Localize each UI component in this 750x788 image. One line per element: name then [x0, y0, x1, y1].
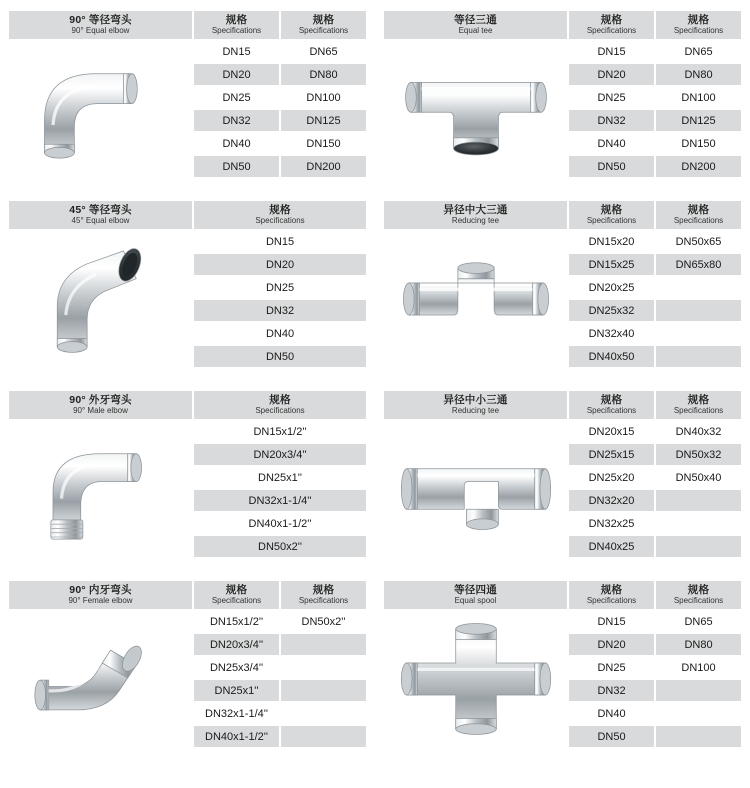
product-cell: [375, 6, 750, 196]
spec-cell: DN25x32: [568, 299, 655, 322]
spec-column-header: [655, 390, 742, 420]
spec-column-header: [568, 390, 655, 420]
product-name-en: 90° Male elbow: [73, 405, 128, 415]
spec-cell: DN50x2'': [280, 610, 367, 633]
product-name-en: 45° Equal elbow: [71, 215, 130, 225]
spec-cell: DN20x3/4'': [193, 633, 280, 656]
product-equal-spool: [383, 580, 742, 748]
spec-header-cn: 规格: [269, 203, 291, 216]
spec-cell: DN15: [568, 40, 655, 63]
spec-cell: DN15: [193, 230, 367, 253]
spec-cell: DN15: [568, 610, 655, 633]
elbow-45-equal-image: [8, 230, 193, 368]
spec-column: [655, 580, 742, 748]
spec-column: [655, 390, 742, 558]
spec-cell: DN32x40: [568, 322, 655, 345]
spec-table: [193, 10, 367, 178]
spec-column: [655, 200, 742, 368]
spec-cell: [280, 656, 367, 679]
spec-cell: DN20: [193, 253, 367, 276]
spec-table: [568, 200, 742, 368]
spec-column-header: [655, 10, 742, 40]
spec-header-cn: 规格: [600, 393, 623, 406]
spec-column-header: [568, 10, 655, 40]
product-name-en: Reducing tee: [451, 215, 500, 225]
spec-table: [568, 580, 742, 748]
product-name-en: 90° Equal elbow: [71, 25, 130, 35]
spec-cell: DN50: [193, 155, 280, 178]
spec-cell: DN32: [568, 109, 655, 132]
product-name-header: [383, 200, 568, 230]
spec-header-cn: 规格: [600, 13, 623, 26]
product-name-header: [383, 390, 568, 420]
spec-cell: DN40x32: [655, 420, 742, 443]
product-name-en: Reducing tee: [451, 405, 500, 415]
product-name-cn: 异径中小三通: [443, 393, 508, 406]
product-female-elbow-90: [8, 580, 367, 748]
spec-cell: DN50x40: [655, 466, 742, 489]
spec-header-en: Specifications: [298, 595, 349, 605]
spec-cell: DN15x25: [568, 253, 655, 276]
product-name-cn: 90° 等径弯头: [69, 13, 132, 26]
spec-column-header: [193, 580, 280, 610]
spec-column: [280, 10, 367, 178]
spec-header-en: Specifications: [673, 25, 724, 35]
spec-cell: DN25x1'': [193, 679, 280, 702]
spec-cell: [280, 702, 367, 725]
product-name-header: [8, 390, 193, 420]
spec-column: [568, 580, 655, 748]
spec-cell: DN40x50: [568, 345, 655, 368]
reducing-tee-large-image: [383, 230, 568, 368]
spec-cell: DN15: [193, 40, 280, 63]
product-left-block: [383, 10, 568, 178]
product-left-block: [8, 580, 193, 748]
spec-column-header: [280, 10, 367, 40]
spec-header-en: Specifications: [673, 215, 724, 225]
product-left-block: [8, 10, 193, 178]
spec-column: [655, 10, 742, 178]
spec-column: [568, 390, 655, 558]
spec-cell: DN40: [568, 132, 655, 155]
product-name-en: Equal spool: [454, 595, 497, 605]
spec-header-cn: 规格: [687, 203, 710, 216]
spec-cell: DN15x20: [568, 230, 655, 253]
spec-cell: DN32x1-1/4'': [193, 489, 367, 512]
spec-cell: DN25: [568, 86, 655, 109]
spec-cell: DN32x1-1/4'': [193, 702, 280, 725]
product-equal-elbow-90: [8, 10, 367, 178]
spec-column: [568, 10, 655, 178]
spec-cell: DN40x1-1/2'': [193, 725, 280, 748]
spec-cell: DN65: [280, 40, 367, 63]
product-name-header: [383, 10, 568, 40]
spec-table: [568, 390, 742, 558]
spec-header-en: Specifications: [586, 405, 637, 415]
spec-cell: DN50x32: [655, 443, 742, 466]
spec-cell: DN80: [655, 63, 742, 86]
spec-cell: [655, 535, 742, 558]
spec-cell: [280, 633, 367, 656]
spec-column: [193, 200, 367, 368]
product-name-cn: 90° 内牙弯头: [69, 583, 132, 596]
spec-cell: DN100: [280, 86, 367, 109]
product-name-header: [8, 200, 193, 230]
male-elbow-90-image: [8, 420, 193, 558]
spec-cell: DN15x1/2'': [193, 610, 280, 633]
spec-cell: DN50x2'': [193, 535, 367, 558]
spec-cell: DN20: [568, 633, 655, 656]
spec-column-header: [193, 390, 367, 420]
spec-header-cn: 规格: [687, 13, 710, 26]
spec-cell: DN20: [193, 63, 280, 86]
spec-cell: DN150: [655, 132, 742, 155]
spec-cell: DN25x3/4'': [193, 656, 280, 679]
spec-cell: DN15x1/2'': [193, 420, 367, 443]
spec-cell: DN25: [193, 86, 280, 109]
spec-cell: DN25x15: [568, 443, 655, 466]
spec-column: [280, 580, 367, 748]
spec-cell: DN40: [193, 132, 280, 155]
product-name-cn: 45° 等径弯头: [69, 203, 132, 216]
spec-column: [568, 200, 655, 368]
spec-cell: DN25: [193, 276, 367, 299]
spec-cell: [655, 512, 742, 535]
spec-cell: DN25x1'': [193, 466, 367, 489]
spec-header-en: Specifications: [673, 595, 724, 605]
spec-header-cn: 规格: [312, 13, 335, 26]
spec-header-en: Specifications: [586, 25, 637, 35]
product-name-header: [383, 580, 568, 610]
spec-cell: DN20x3/4'': [193, 443, 367, 466]
product-cell: [375, 196, 750, 386]
spec-cell: DN65: [655, 40, 742, 63]
spec-cell: DN65x80: [655, 253, 742, 276]
spec-cell: DN32x25: [568, 512, 655, 535]
spec-header-cn: 规格: [600, 583, 623, 596]
product-name-cn: 90° 外牙弯头: [69, 393, 132, 406]
spec-cell: DN125: [280, 109, 367, 132]
spec-header-en: Specifications: [255, 405, 305, 415]
spec-cell: DN200: [280, 155, 367, 178]
spec-table: [193, 580, 367, 748]
product-reducing-tee-large: [383, 200, 742, 368]
product-name-en: 90° Female elbow: [68, 595, 133, 605]
spec-cell: DN20: [568, 63, 655, 86]
spec-table: [193, 390, 367, 558]
product-left-block: [383, 580, 568, 748]
spec-header-cn: 规格: [687, 583, 710, 596]
product-name-header: [8, 10, 193, 40]
product-cell: [0, 386, 375, 576]
product-cell: [0, 576, 375, 766]
spec-cell: [655, 725, 742, 748]
product-name-header: [8, 580, 193, 610]
spec-column-header: [568, 580, 655, 610]
spec-header-en: Specifications: [211, 595, 262, 605]
spec-cell: DN80: [280, 63, 367, 86]
spec-column-header: [280, 580, 367, 610]
spec-cell: DN40: [568, 702, 655, 725]
spec-cell: DN200: [655, 155, 742, 178]
spec-cell: DN20x15: [568, 420, 655, 443]
product-equal-elbow-45: [8, 200, 367, 368]
product-cell: [0, 196, 375, 386]
spec-column-header: [568, 200, 655, 230]
spec-column-header: [193, 10, 280, 40]
equal-cross-image: [383, 610, 568, 748]
spec-column-header: [655, 580, 742, 610]
product-cell: [375, 386, 750, 576]
product-name-cn: 等径三通: [454, 13, 497, 26]
product-cell: [375, 576, 750, 766]
spec-cell: DN50: [568, 725, 655, 748]
spec-cell: DN100: [655, 86, 742, 109]
product-name-cn: 等径四通: [454, 583, 497, 596]
spec-cell: DN25x20: [568, 466, 655, 489]
spec-cell: DN80: [655, 633, 742, 656]
product-left-block: [383, 390, 568, 558]
spec-column-header: [655, 200, 742, 230]
product-name-en: Equal tee: [458, 25, 493, 35]
spec-column: [193, 390, 367, 558]
spec-cell: [655, 489, 742, 512]
spec-cell: [655, 345, 742, 368]
spec-cell: DN50x65: [655, 230, 742, 253]
spec-cell: DN32x20: [568, 489, 655, 512]
spec-header-en: Specifications: [673, 405, 724, 415]
spec-header-cn: 规格: [687, 393, 710, 406]
reducing-tee-small-image: [383, 420, 568, 558]
spec-cell: DN25: [568, 656, 655, 679]
spec-header-en: Specifications: [586, 215, 637, 225]
product-left-block: [8, 200, 193, 368]
product-male-elbow-90: [8, 390, 367, 558]
spec-header-cn: 规格: [269, 393, 291, 406]
spec-cell: DN150: [280, 132, 367, 155]
spec-header-en: Specifications: [255, 215, 305, 225]
spec-cell: DN32: [193, 299, 367, 322]
spec-table: [193, 200, 367, 368]
spec-header-cn: 规格: [225, 583, 248, 596]
spec-column: [193, 580, 280, 748]
spec-header-en: Specifications: [298, 25, 349, 35]
spec-cell: DN20x25: [568, 276, 655, 299]
spec-cell: [655, 276, 742, 299]
product-reducing-tee-small: [383, 390, 742, 558]
spec-cell: DN32: [568, 679, 655, 702]
spec-cell: [655, 299, 742, 322]
product-equal-tee: [383, 10, 742, 178]
equal-tee-image: [383, 40, 568, 178]
female-elbow-90-image: [8, 610, 193, 748]
spec-cell: DN65: [655, 610, 742, 633]
spec-cell: [280, 679, 367, 702]
spec-cell: [655, 322, 742, 345]
spec-cell: DN40: [193, 322, 367, 345]
product-left-block: [383, 200, 568, 368]
spec-cell: DN32: [193, 109, 280, 132]
spec-cell: DN100: [655, 656, 742, 679]
product-grid: [0, 6, 750, 766]
spec-cell: DN40x1-1/2'': [193, 512, 367, 535]
spec-header-cn: 规格: [600, 203, 623, 216]
spec-cell: DN40x25: [568, 535, 655, 558]
elbow-90-equal-image: [8, 40, 193, 178]
spec-column: [193, 10, 280, 178]
product-name-cn: 异径中大三通: [443, 203, 508, 216]
spec-table: [568, 10, 742, 178]
spec-column-header: [193, 200, 367, 230]
spec-cell: [655, 702, 742, 725]
spec-header-cn: 规格: [225, 13, 248, 26]
spec-cell: [280, 725, 367, 748]
product-left-block: [8, 390, 193, 558]
product-cell: [0, 6, 375, 196]
spec-cell: [655, 679, 742, 702]
spec-header-cn: 规格: [312, 583, 335, 596]
spec-cell: DN50: [568, 155, 655, 178]
spec-header-en: Specifications: [586, 595, 637, 605]
spec-header-en: Specifications: [211, 25, 262, 35]
spec-cell: DN50: [193, 345, 367, 368]
spec-cell: DN125: [655, 109, 742, 132]
